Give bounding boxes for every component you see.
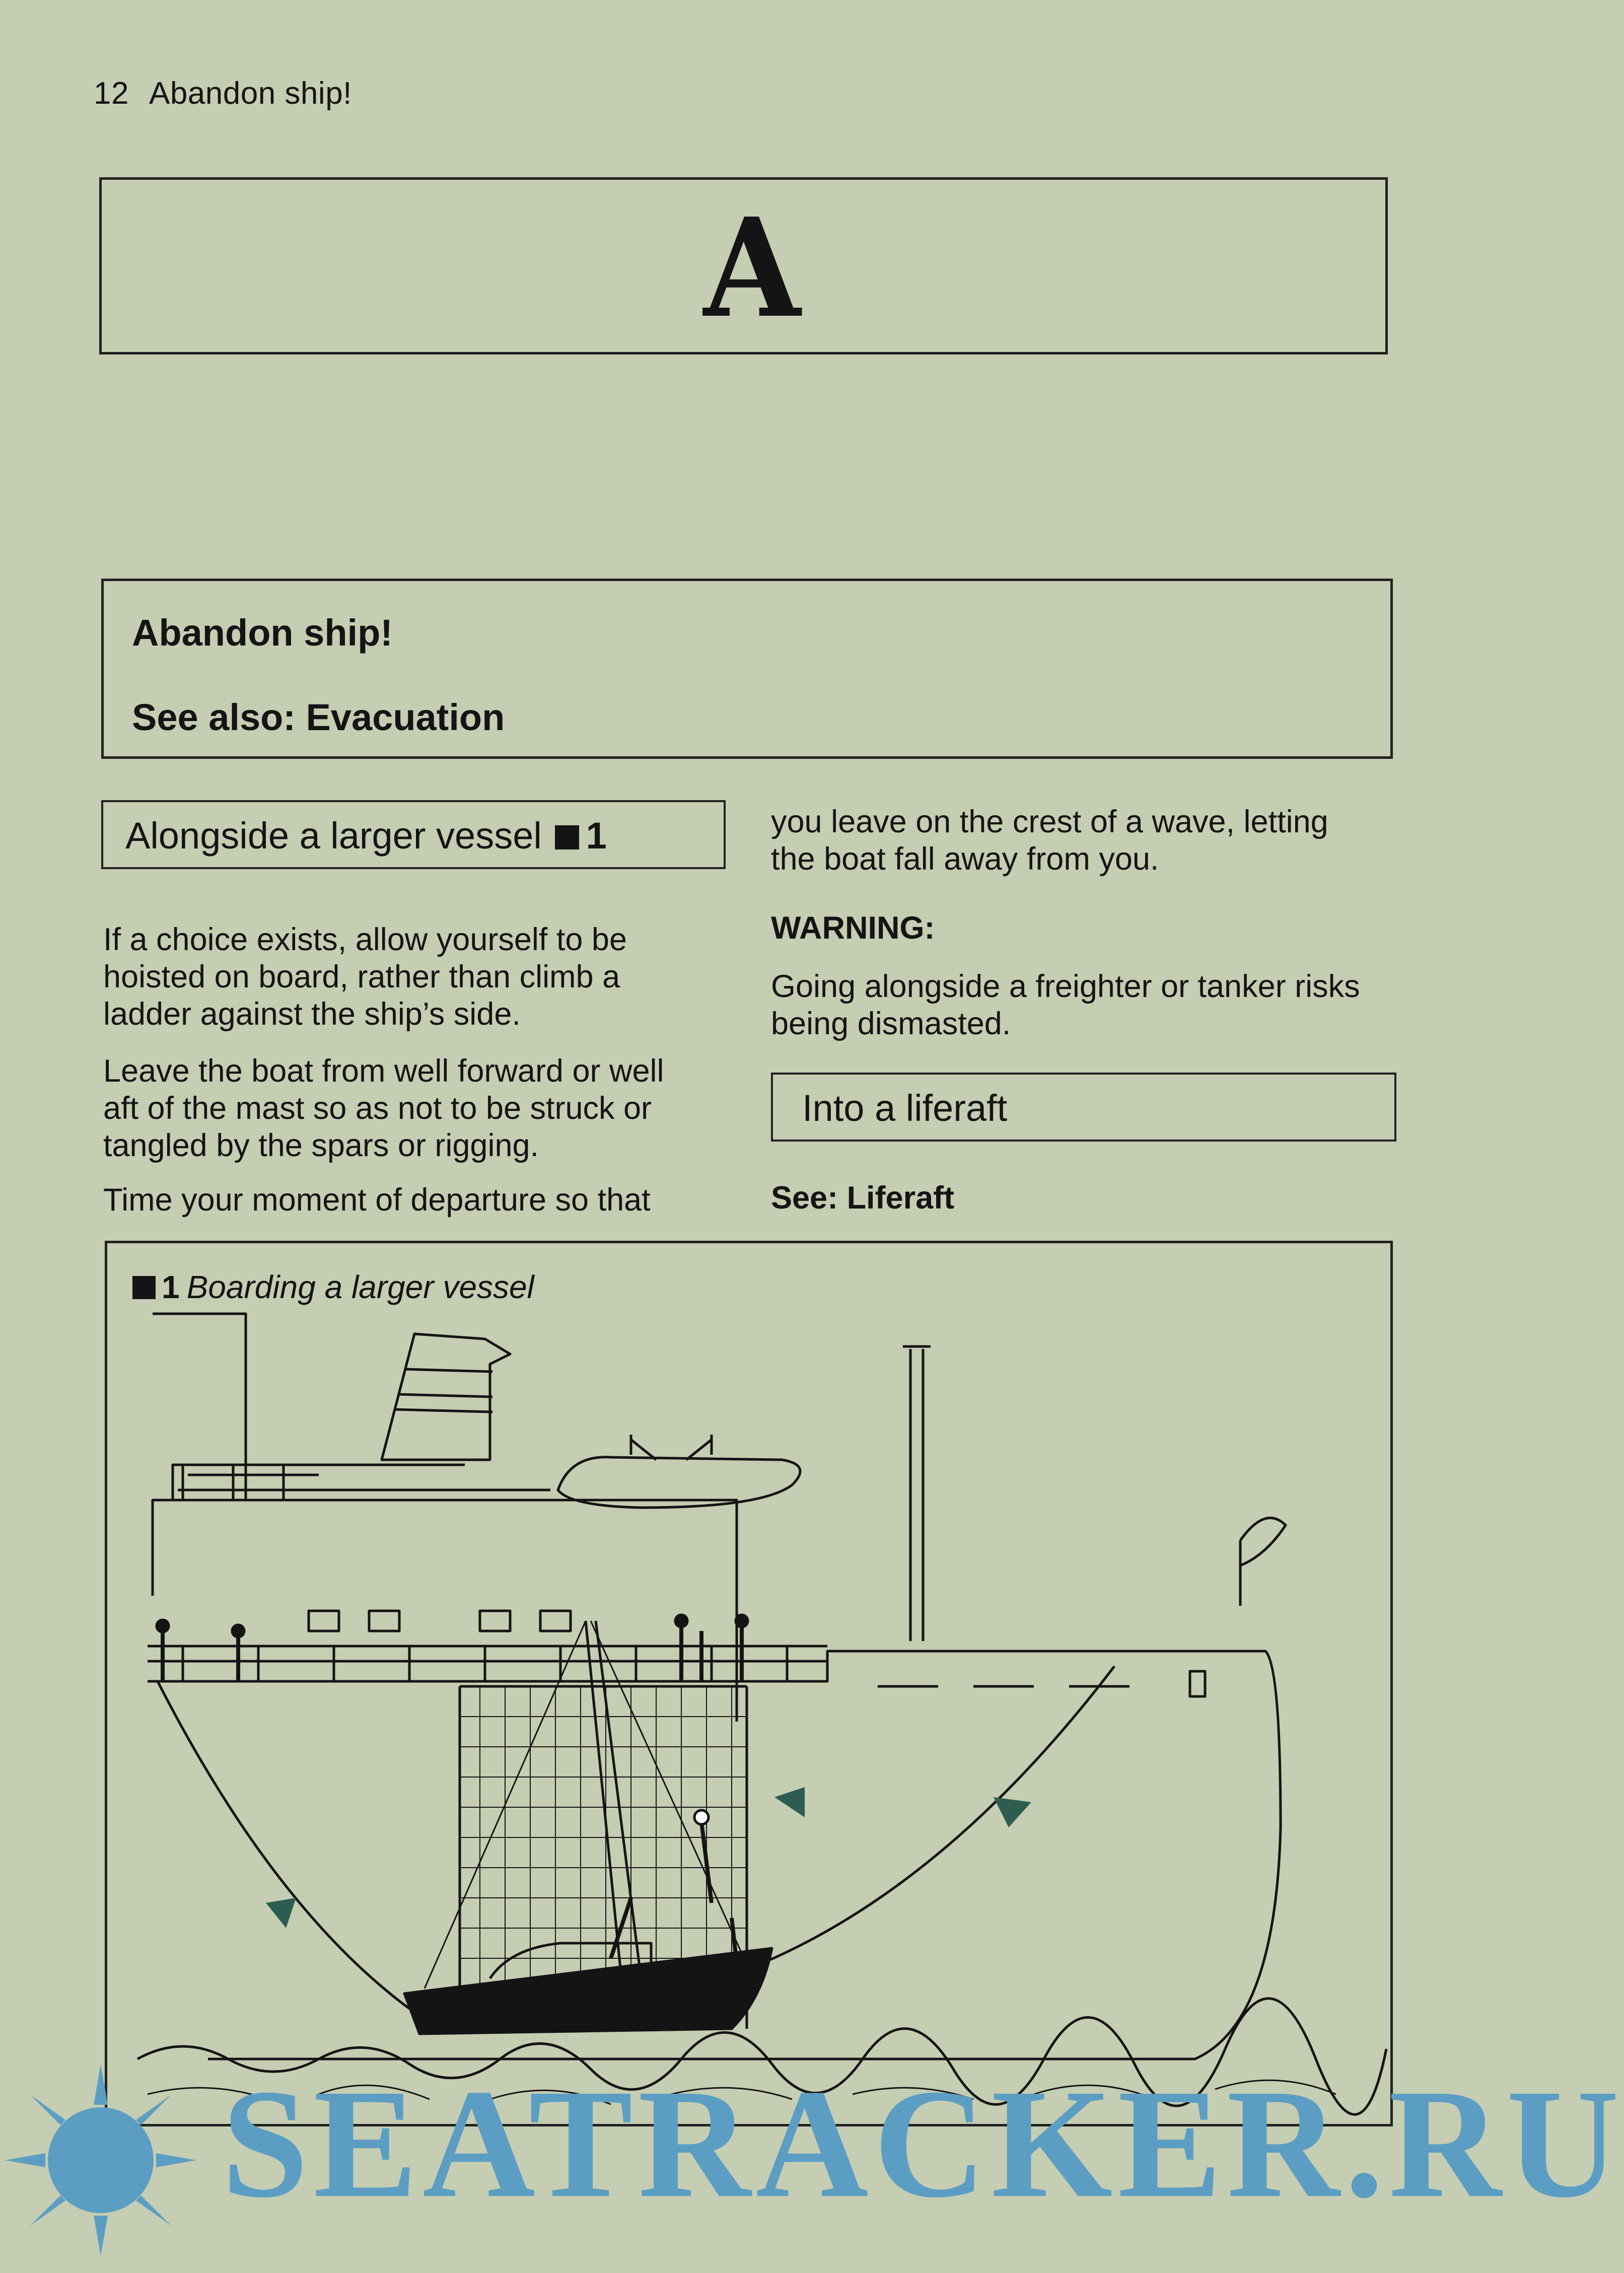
entry-header-box xyxy=(101,579,1393,759)
subheading-label: Alongside a larger vessel xyxy=(125,815,542,857)
text-line: tangled by the spars or rigging. xyxy=(103,1128,539,1163)
paragraph-hoisted xyxy=(103,921,627,1033)
text-line: aft of the mast so as not to be struck or xyxy=(103,1091,652,1126)
text-line: Time your moment of departure so that xyxy=(103,1182,651,1218)
warning-label: WARNING: xyxy=(771,910,935,946)
sun-logo-icon xyxy=(0,2059,222,2261)
bow-flag xyxy=(1240,1518,1286,1606)
running-head xyxy=(94,76,352,111)
see-also-link[interactable]: See also: Evacuation xyxy=(132,696,505,738)
text-line: ladder against the ship’s side. xyxy=(103,997,521,1032)
see-liferaft-link[interactable]: See: Liferaft xyxy=(771,1180,955,1216)
running-title: Abandon ship! xyxy=(149,76,352,111)
warning-text xyxy=(771,968,1360,1042)
section-letter-box xyxy=(99,177,1388,354)
crew-figures xyxy=(163,1626,742,1963)
figure-caption-text: Boarding a larger vessel xyxy=(186,1269,534,1305)
direction-arrow-icon xyxy=(774,1787,805,1817)
entry-title: Abandon ship! xyxy=(132,612,393,654)
text-line: being dismasted. xyxy=(771,1006,1011,1041)
subheading-label: Into a liferaft xyxy=(802,1087,1008,1129)
text-line: If a choice exists, allow yourself to be xyxy=(103,922,627,957)
text-line: the boat fall away from you. xyxy=(771,841,1159,877)
text-line: hoisted on board, rather than climb a xyxy=(103,959,620,995)
figure-number: 1 xyxy=(162,1269,180,1305)
deck-mast xyxy=(903,1346,931,1641)
watermark-text: SEATRACKER.RU xyxy=(222,2057,1624,2230)
yacht-rigging xyxy=(425,1621,742,1988)
section-letter: A xyxy=(703,188,801,348)
page-number: 12 xyxy=(94,76,129,111)
bow-warp xyxy=(737,1666,1114,1973)
figure-ref-number[interactable]: 1 xyxy=(586,815,607,857)
ship-illustration xyxy=(107,1243,1390,2124)
subheading-alongside-larger-vessel xyxy=(101,800,726,869)
portholes xyxy=(309,1611,571,1631)
figure-ref-square-icon xyxy=(555,825,579,849)
direction-arrow-icon xyxy=(994,1797,1031,1827)
stern-warp xyxy=(158,1681,409,2009)
paragraph-leave-boat xyxy=(103,1052,664,1164)
bridge-deck xyxy=(173,1465,550,1500)
text-line: Leave the boat from well forward or well xyxy=(103,1053,664,1089)
deck-railing xyxy=(148,1646,827,1681)
yacht-mast xyxy=(586,1621,641,1978)
figure-boarding-vessel xyxy=(105,1241,1393,2126)
text-line: Going alongside a freighter or tanker risks xyxy=(771,969,1360,1004)
paragraph-crest-of-wave xyxy=(771,803,1328,878)
direction-arrow-icon xyxy=(266,1898,296,1928)
subheading-into-liferaft xyxy=(771,1073,1396,1142)
bridge-railing xyxy=(183,1465,284,1500)
text-line: you leave on the crest of a wave, letting xyxy=(771,804,1328,839)
paragraph-time-departure xyxy=(103,1181,651,1219)
